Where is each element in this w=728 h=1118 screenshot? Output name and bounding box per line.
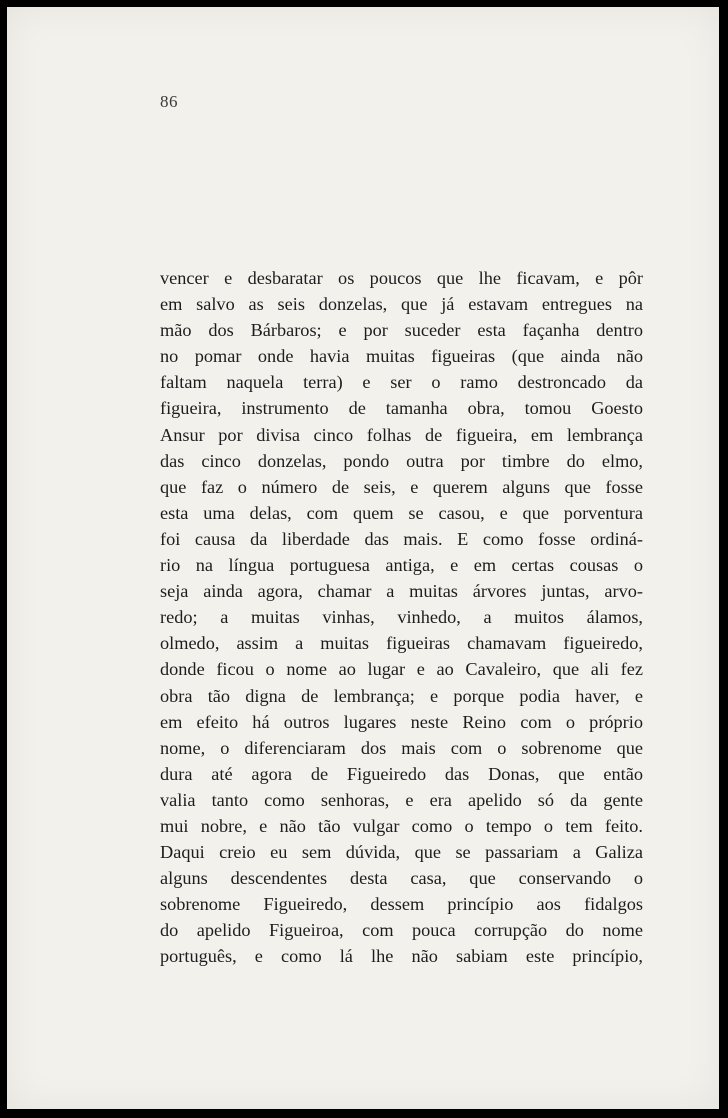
text-line: mui nobre, e não tão vulgar como o tempo o tem feito. <box>160 815 643 836</box>
text-line: mão dos Bárbaros; e por suceder esta façanha dentro <box>160 320 643 341</box>
text-line: vencer e desbaratar os poucos que lhe ficavam, e pôr <box>160 268 643 288</box>
text-line: em salvo as seis donzelas, que já estavam entregues na <box>160 294 643 315</box>
text-line: alguns descendentes desta casa, que conservando o <box>160 868 643 889</box>
text-line: obra tão digna de lembrança; e porque podia haver, e <box>160 685 643 706</box>
text-line: que faz o número de seis, e querem alguns que fosse <box>160 476 643 497</box>
text-line: redo; a muitas vinhas, vinhedo, a muitos álamos, <box>160 607 643 628</box>
body-text <box>160 265 643 970</box>
text-line: Daqui creio eu sem dúvida, que se passariam a Galiza <box>160 842 643 863</box>
text-line: sobrenome Figueiredo, dessem princípio aos fidalgos <box>160 894 643 915</box>
page-number: 86 <box>160 92 178 111</box>
text-line: figueira, instrumento de tamanha obra, tomou Goesto <box>160 398 643 419</box>
text-line: do apelido Figueiroa, com pouca corrupção do nome <box>160 920 643 941</box>
text-line: nome, o diferenciaram dos mais com o sobrenome que <box>160 737 643 758</box>
text-line: em efeito há outros lugares neste Reino com o próprio <box>160 711 643 732</box>
text-line: valia tanto como senhoras, e era apelido só da gente <box>160 789 643 810</box>
text-line: dura até agora de Figueiredo das Donas, que então <box>160 763 643 784</box>
text-line: foi causa da liberdade das mais. E como fosse ordiná- <box>160 528 643 549</box>
book-page <box>7 7 719 1109</box>
text-line: donde ficou o nome ao lugar e ao Cavaleiro, que ali fez <box>160 659 643 680</box>
text-line: seja ainda agora, chamar a muitas árvores juntas, arvo- <box>160 581 643 602</box>
text-line: faltam naquela terra) e ser o ramo destroncado da <box>160 372 643 393</box>
text-line: Ansur por divisa cinco folhas de figueira, em lembrança <box>160 424 643 445</box>
text-line: no pomar onde havia muitas figueiras (que ainda não <box>160 346 643 367</box>
text-line: português, e como lá lhe não sabiam este princípio, <box>160 946 643 967</box>
text-line: das cinco donzelas, pondo outra por timbre do elmo, <box>160 450 643 471</box>
text-line: olmedo, assim a muitas figueiras chamavam figueiredo, <box>160 633 643 654</box>
text-line: rio na língua portuguesa antiga, e em certas cousas o <box>160 555 643 576</box>
text-line: esta uma delas, com quem se casou, e que porventura <box>160 502 643 523</box>
